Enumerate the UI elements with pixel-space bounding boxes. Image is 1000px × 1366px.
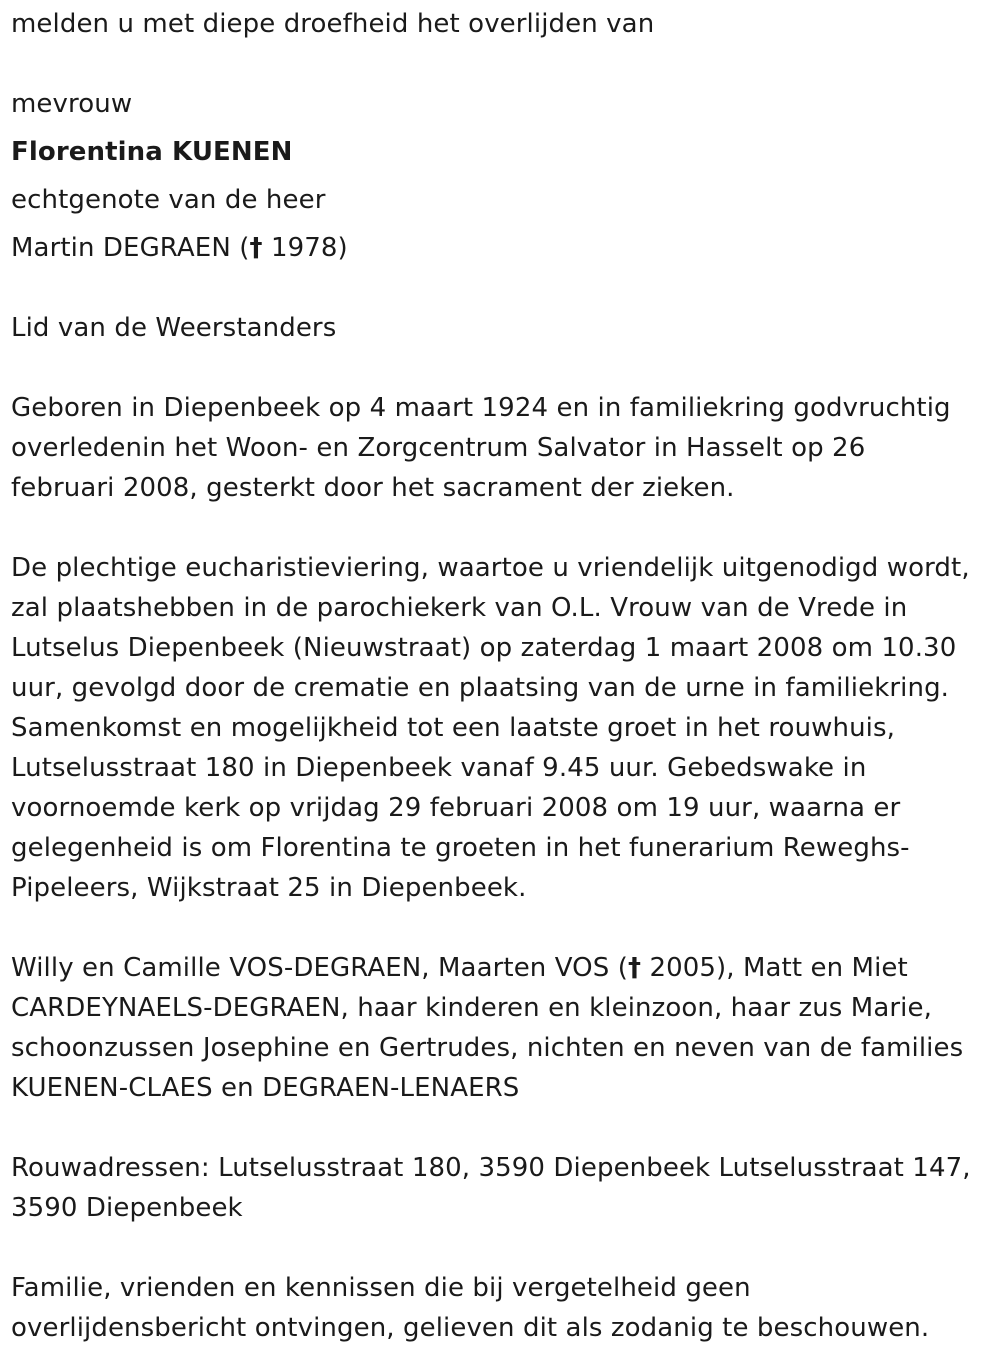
paragraph-line: uur, gevolgd door de crematie en plaatsing van de urne in familiekring. [11, 673, 950, 703]
addresses-paragraph [11, 1148, 991, 1228]
title-prefix: mevrouw [11, 89, 133, 119]
spouse-name: Martin DEGRAEN ( [11, 233, 250, 263]
family-paragraph [11, 948, 991, 1108]
paragraph-line: Samenkomst en mogelijkheid tot een laatste groet in het rouwhuis, [11, 713, 895, 743]
spouse-name-line [11, 228, 991, 268]
paragraph-line: voornoemde kerk op vrijdag 29 februari 2008 om 19 uur, waarna er [11, 793, 901, 823]
spacer [11, 1228, 991, 1268]
birth-death-paragraph [11, 388, 991, 508]
paragraph-line: De plechtige eucharistieviering, waartoe u vriendelijk uitgenodigd wordt, [11, 553, 970, 583]
spacer [11, 908, 991, 948]
paragraph-line: CARDEYNAELS-DEGRAEN, haar kinderen en kleinzoon, haar zus Marie, [11, 993, 932, 1023]
spouse-line: echtgenote van de heer [11, 185, 326, 215]
family-text: 2005), Matt en Miet [649, 953, 908, 983]
paragraph-line: 3590 Diepenbeek [11, 1193, 243, 1223]
paragraph-line: overledenin het Woon- en Zorgcentrum Salvator in Hasselt op 26 [11, 433, 866, 463]
deceased-name: Florentina KUENEN [11, 137, 293, 167]
paragraph-line: gelegenheid is om Florentina te groeten in het funerarium Reweghs- [11, 833, 910, 863]
paragraph-line: februari 2008, gesterkt door het sacrament der zieken. [11, 473, 735, 503]
paragraph-line: KUENEN-CLAES en DEGRAEN-LENAERS [11, 1073, 520, 1103]
family-text: Willy en Camille VOS-DEGRAEN, Maarten VOS ( [11, 953, 628, 983]
spacer [11, 268, 991, 308]
spacer [11, 348, 991, 388]
paragraph-line: Rouwadressen: Lutselusstraat 180, 3590 Diepenbeek Lutselusstraat 147, [11, 1153, 971, 1183]
spacer [11, 124, 991, 132]
paragraph-line: Pipeleers, Wijkstraat 25 in Diepenbeek. [11, 873, 527, 903]
spacer [11, 172, 991, 180]
cross-icon: † [627, 953, 642, 983]
paragraph-line: schoonzussen Josephine en Gertrudes, nichten en neven van de families [11, 1033, 964, 1063]
paragraph-line: Lutselusstraat 180 in Diepenbeek vanaf 9.45 uur. Gebedswake in [11, 753, 867, 783]
spouse-death-year: 1978) [270, 233, 348, 263]
paragraph-line: Familie, vrienden en kennissen die bij vergetelheid geen [11, 1273, 751, 1303]
membership-text: Lid van de Weerstanders [11, 313, 337, 343]
paragraph-line: Lutselus Diepenbeek (Nieuwstraat) op zaterdag 1 maart 2008 om 10.30 [11, 633, 957, 663]
closing-paragraph [11, 1268, 991, 1348]
paragraph-line [11, 948, 991, 988]
spacer [11, 508, 991, 548]
intro-text: melden u met diepe droefheid het overlijden van [11, 9, 655, 39]
spacer [11, 1108, 991, 1148]
spacer [11, 44, 991, 84]
cross-icon: † [249, 233, 263, 263]
paragraph-line: zal plaatshebben in de parochiekerk van O.L. Vrouw van de Vrede in [11, 593, 908, 623]
ceremony-paragraph [11, 548, 991, 908]
paragraph-line: Geboren in Diepenbeek op 4 maart 1924 en in familiekring godvruchtig [11, 393, 951, 423]
paragraph-line: overlijdensbericht ontvingen, gelieven dit als zodanig te beschouwen. [11, 1313, 930, 1343]
spacer [11, 220, 991, 228]
obituary-document [11, 4, 991, 1348]
